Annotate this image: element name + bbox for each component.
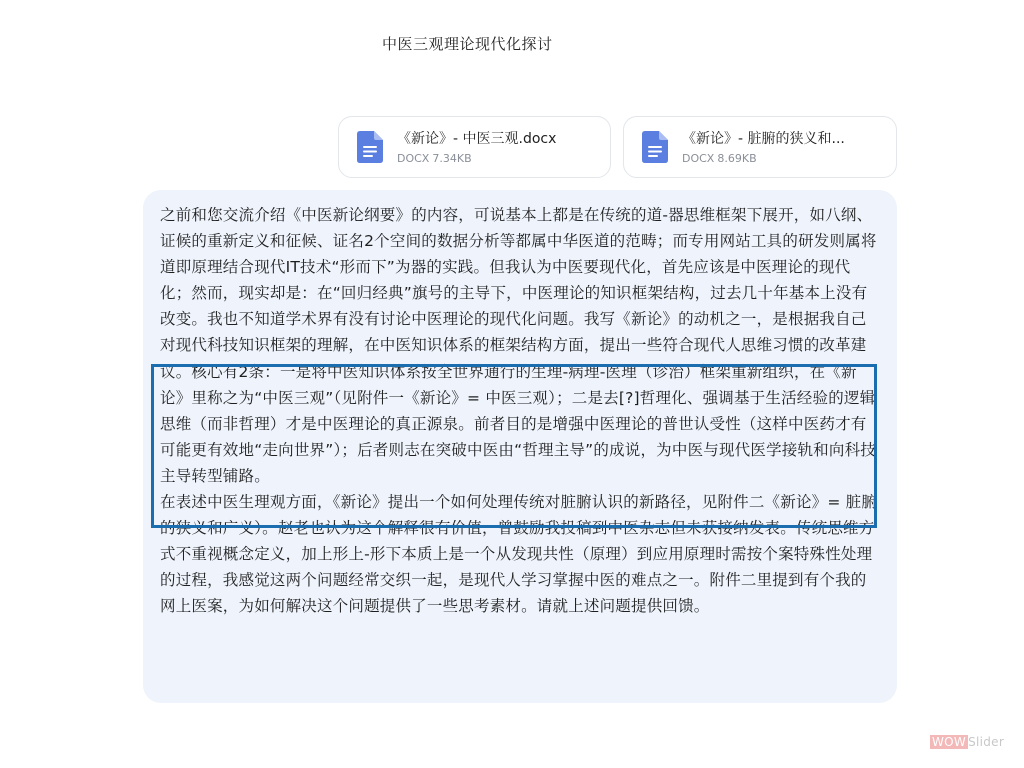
attachment-meta — [397, 152, 475, 165]
docx-file-icon — [642, 131, 668, 163]
attachment-meta — [682, 152, 760, 165]
attachment-type: DOCX — [397, 152, 430, 165]
wowslider-watermark — [930, 735, 1004, 749]
watermark-brand-a: WOW — [932, 735, 967, 749]
user-message-text — [160, 202, 880, 620]
attachment-size: 7.34KB — [432, 152, 472, 165]
docx-file-icon — [357, 131, 383, 163]
attachment-card[interactable] — [338, 116, 611, 178]
conversation-title: 中医三观理论现代化探讨 — [382, 35, 553, 53]
message-paragraph: 之前和您交流介绍《中医新论纲要》的内容，可说基本上都是在传统的道-器思维框架下展开，如八纲、证候的重新定义和征候、证名2个空间的数据分析等都属中华医道的范畴；而专用网站工具的研发则属将道即原理结合现代IT技术“形而下”为器的实践。但我认为中医要现代化，首先应该是中医理论的现代化；然而，现实却是：在“回归经典”旗号的主导下，中医理论的知识框架结构，过去几十年基本上没有改变。我也不知道学术界有没有讨论中医理论的现代化问题。我写《新论》的动机之一，是根据我自己对现代科技知识框架的理解，在中医知识体系的框架结构方面，提出一些符合现代人思维习惯的改革建议。核心有2条：一是将中医知识体系按全世界通行的生理-病理-医理（诊治）框架重新组织，在《新论》里称之为“中医三观”（见附件一《新论》= 中医三观）；二是去[?]哲理化、强调基于生活经验的逻辑思维（而非哲理）才是中医理论的真正源泉。前者目的是增强中医理论的普世认受性（这样中医药才有可能更有效地“走向世界”）；后者则志在突破中医由“哲理主导”的成说，为中医与现代医学接轨和向科技主导转型铺路。 — [160, 206, 877, 485]
attachment-card[interactable] — [623, 116, 897, 178]
watermark-brand-b: Slider — [968, 735, 1005, 749]
attachment-name: 《新论》- 脏腑的狭义和... — [682, 131, 845, 147]
attachment-size: 8.69KB — [717, 152, 757, 165]
message-paragraph: 在表述中医生理观方面，《新论》提出一个如何处理传统对脏腑认识的新路径，见附件二《新论》= 脏腑的狭义和广义）。赵老也认为这个解释很有价值，曾鼓励我投稿到中医杂志但未获接纳发表。传统思维方式不重视概念定义，加上形上-形下本质上是一个从发现共性（原理）到应用原理时需按个案特殊性处理的过程，我感觉这两个问题经常交织一起，是现代人学习掌握中医的难点之一。附件二里提到有个我的网上医案，为如何解决这个问题提供了一些思考素材。请就上述问题提供回馈。 — [160, 493, 878, 616]
attachment-type: DOCX — [682, 152, 715, 165]
attachment-name: 《新论》- 中医三观.docx — [397, 131, 557, 147]
